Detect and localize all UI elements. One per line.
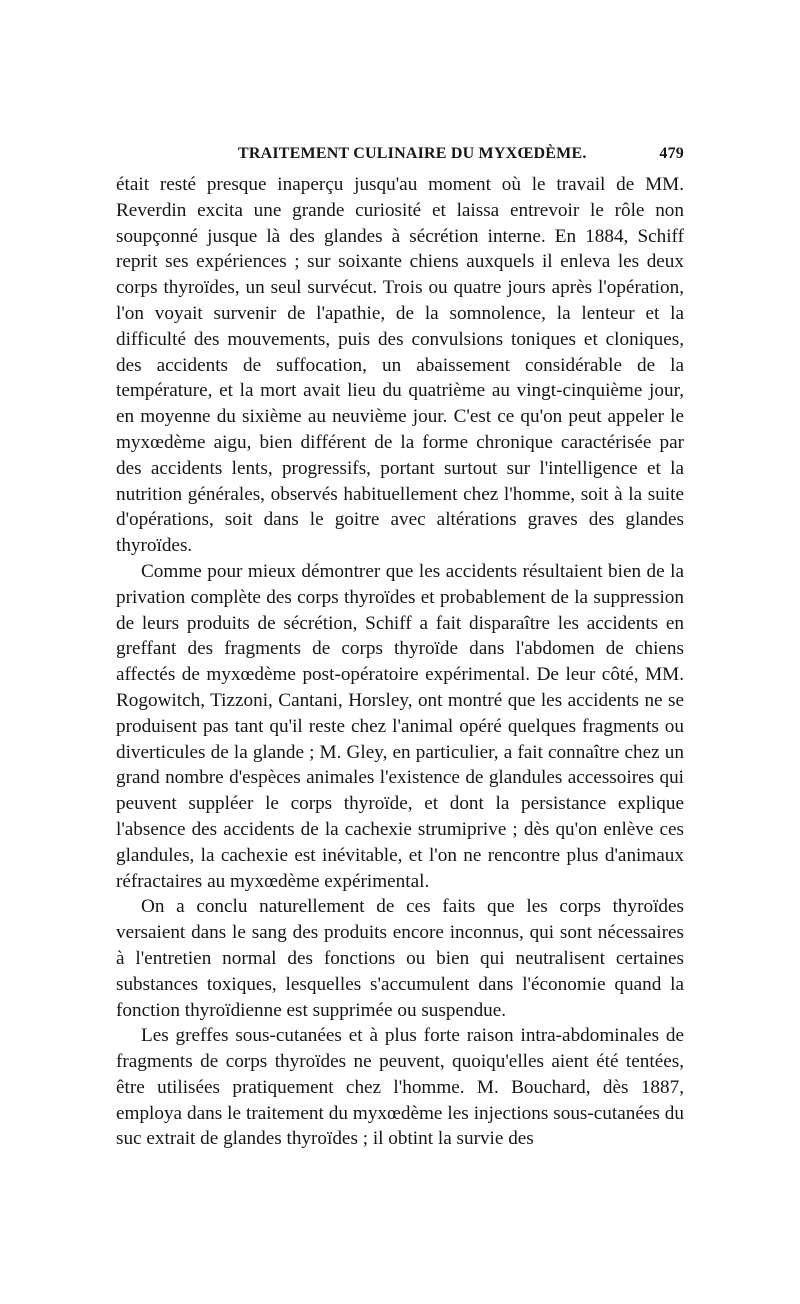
- running-head: [116, 142, 684, 168]
- page-number: 479: [659, 145, 684, 162]
- body-text: [116, 172, 684, 1152]
- paragraph-bouchard: Les greffes sous-cutanées et à plus forte raison intra-abdominales de fragments de corps thyroïdes ne peuvent, quoiqu'elles aient été tentées, être utilisées pratiquement chez l'homme. M. Bouchard, dès 1887, employa dans le traitement du myxœdème les injections sous-cutanées du suc extrait de glandes thyroïdes ; il obtint la survie des: [116, 1025, 684, 1150]
- running-title: TRAITEMENT CULINAIRE DU MYXŒDÈME.: [238, 145, 587, 162]
- paragraph-continuation: était resté presque inaperçu jusqu'au moment où le travail de MM. Reverdin excita une grande curiosité et laissa entrevoir le rôle non soupçonné jusque là des glandes à sécrétion interne. En 1884, Schiff reprit ses expériences ; sur soixante chiens auxquels il enleva les deux corps thyroïdes, un seul survécut. Trois ou quatre jours après l'opération, l'on voyait survenir de l'apathie, de la somnolence, la lenteur et la difficulté des mouvements, puis des convulsions toniques et cloniques, des accidents de suffocation, un abaissement considérable de la température, et la mort avait lieu du quatrième au vingt-cinquième jour, en moyenne du sixième au neuvième jour. C'est ce qu'on peut appeler le myxœdème aigu, bien différent de la forme chronique caractérisée par des accidents lents, progressifs, portant surtout sur l'intelligence et la nutrition générales, observés habituellement chez l'homme, soit à la suite d'opérations, soit dans le goitre avec altérations graves des glandes thyroïdes.: [116, 174, 684, 557]
- paragraph-conclusion: On a conclu naturellement de ces faits que les corps thyroïdes versaient dans le sang des produits encore inconnus, qui sont nécessaires à l'entretien normal des fonctions ou bien qui neutralisent certaines substances toxiques, lesquelles s'accumulent dans l'économie quand la fonction thyroïdienne est supprimée ou suspendue.: [116, 896, 684, 1021]
- paragraph-schiff-grafts: Comme pour mieux démontrer que les accidents résultaient bien de la privation complète des corps thyroïdes et probablement de la suppression de leurs produits de sécrétion, Schiff a fait disparaître les accidents en greffant des fragments de corps thyroïde dans l'abdomen de chiens affectés de myxœdème post-opératoire expérimental. De leur côté, MM. Rogowitch, Tizzoni, Cantani, Horsley, ont montré que les accidents ne se produisent pas tant qu'il reste chez l'animal opéré quelques fragments ou diverticules de la glande ; M. Gley, en particulier, a fait connaître chez un grand nombre d'espèces animales l'existence de glandules accessoires qui peuvent suppléer le corps thyroïde, et dont la persistance explique l'absence des accidents de la cachexie strumiprive ; dès qu'on enlève ces glandules, la cachexie est inévitable, et l'on ne rencontre plus d'animaux réfractaires au myxœdème expérimental.: [116, 560, 684, 892]
- book-page: [116, 142, 684, 1152]
